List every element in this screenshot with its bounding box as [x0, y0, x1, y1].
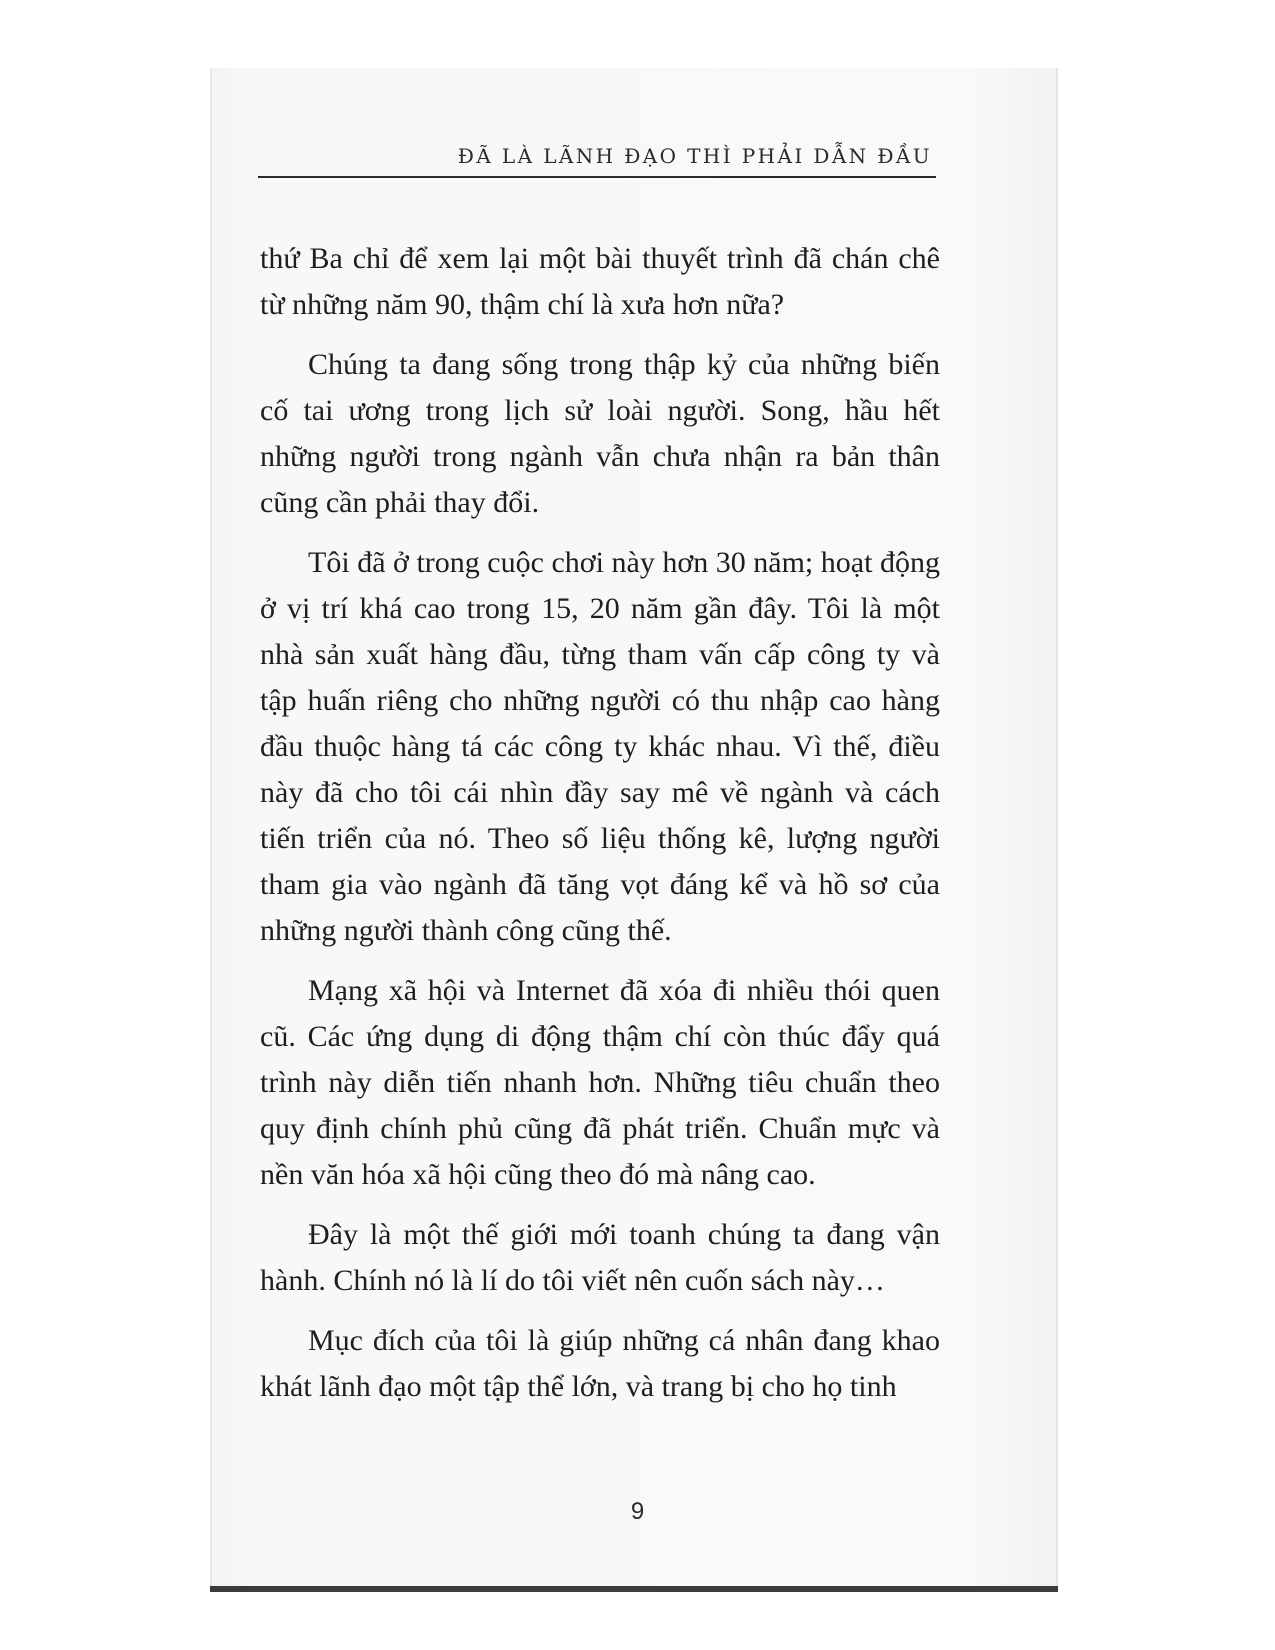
- running-header: [258, 126, 936, 180]
- paragraph: Mạng xã hội và Internet đã xóa đi nhiều thói quen cũ. Các ứng dụng di động thậm chí còn thúc đẩy quá trình này diễn tiến nhanh hơn. Những tiêu chuẩn theo quy định chính phủ cũng đã phát triển. Chuẩn mực và nền văn hóa xã hội cũng theo đó mà nâng cao.: [260, 974, 940, 1191]
- paragraph: Chúng ta đang sống trong thập kỷ của những biến cố tai ương trong lịch sử loài người. Song, hầu hết những người trong ngành vẫn chưa nhận ra bản thân cũng cần phải thay đổi.: [260, 348, 940, 519]
- body-text: [260, 236, 940, 1424]
- page-number: 9: [630, 1498, 645, 1525]
- paragraph: Đây là một thế giới mới toanh chúng ta đang vận hành. Chính nó là lí do tôi viết nên cuốn sách này…: [260, 1218, 940, 1297]
- paragraph: Tôi đã ở trong cuộc chơi này hơn 30 năm; hoạt động ở vị trí khá cao trong 15, 20 năm gần đây. Tôi là một nhà sản xuất hàng đầu, từng tham vấn cấp công ty và tập huấn riêng cho những người có thu nhập cao hàng đầu thuộc hàng tá các công ty khác nhau. Vì thế, điều này đã cho tôi cái nhìn đầy say mê về ngành và cách tiến triển của nó. Theo số liệu thống kê, lượng người tham gia vào ngành đã tăng vọt đáng kể và hồ sơ của những người thành công cũng thế.: [260, 546, 940, 947]
- paragraph: Mục đích của tôi là giúp những cá nhân đang khao khát lãnh đạo một tập thể lớn, và trang bị cho họ tinh: [260, 1324, 940, 1403]
- header-rule: [258, 176, 936, 178]
- paragraph-continued: thứ Ba chỉ để xem lại một bài thuyết trình đã chán chê từ những năm 90, thậm chí là xưa hơn nữa?: [260, 242, 940, 321]
- running-header-title: ĐÃ LÀ LÃNH ĐẠO THÌ PHẢI DẪN ĐẦU: [457, 144, 932, 168]
- page-bottom-edge: [210, 1586, 1058, 1592]
